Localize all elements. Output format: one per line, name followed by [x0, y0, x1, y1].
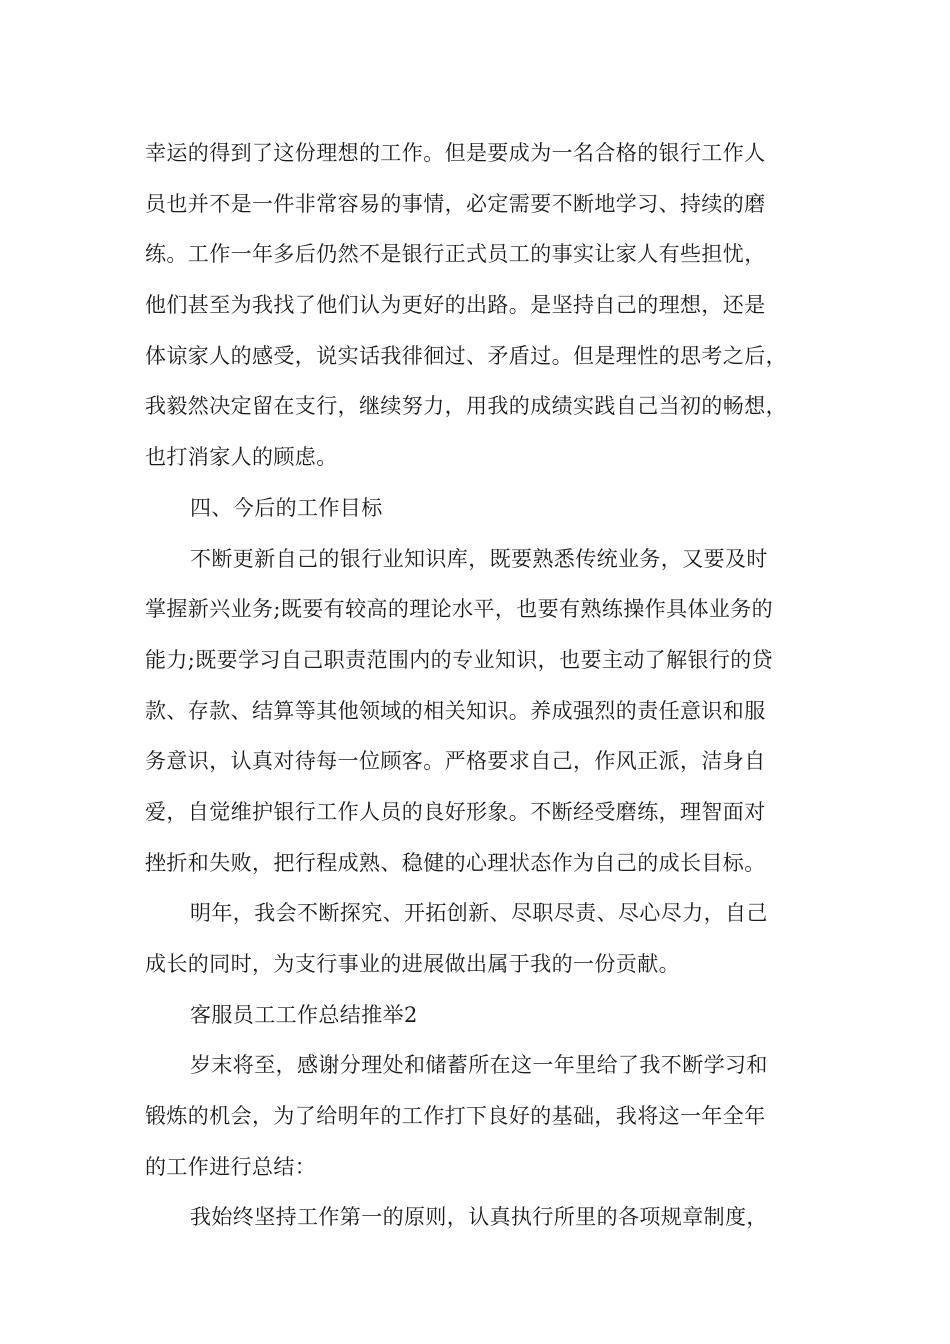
section-heading: 四、今后的工作目标 [190, 495, 383, 520]
text-line: 体谅家人的感受，说实话我徘徊过、矛盾过。但是理性的思考之后， [145, 343, 787, 368]
text-line: 务意识，认真对待每一位顾客。严格要求自己，作风正派，洁身自 [145, 749, 766, 774]
text-line: 锻炼的机会，为了给明年的工作打下良好的基础，我将这一年全年 [145, 1104, 766, 1129]
text-line: 练。工作一年多后仍然不是银行正式员工的事实让家人有些担忧， [145, 242, 766, 267]
text-line: 不断更新自己的银行业知识库，既要熟悉传统业务，又要及时 [190, 546, 768, 571]
text-line: 挫折和失败，把行程成熟、稳健的心理状态作为自己的成长目标。 [145, 850, 766, 875]
text-line: 岁末将至，感谢分理处和储蓄所在这一年里给了我不断学习和 [190, 1053, 768, 1078]
document-body [145, 128, 815, 1243]
text-line: 我始终坚持工作第一的原则，认真执行所里的各项规章制度， [190, 1205, 768, 1230]
text-line: 能力;既要学习自己职责范围内的专业知识，也要主动了解银行的贷 [145, 647, 774, 672]
article-title: 客服员工工作总结推举2 [190, 1002, 418, 1027]
text-line: 他们甚至为我找了他们认为更好的出路。是坚持自己的理想，还是 [145, 293, 766, 318]
text-line: 员也并不是一件非常容易的事情，必定需要不断地学习、持续的磨 [145, 191, 766, 216]
text-line: 款、存款、结算等其他领域的相关知识。养成强烈的责任意识和服 [145, 698, 766, 723]
text-line: 爱，自觉维护银行工作人员的良好形象。不断经受磨练，理智面对 [145, 799, 766, 824]
text-line: 掌握新兴业务;既要有较高的理论水平，也要有熟练操作具体业务的 [145, 597, 774, 622]
text-line: 幸运的得到了这份理想的工作。但是要成为一名合格的银行工作人 [145, 141, 766, 165]
text-line: 也打消家人的顾虑。 [145, 445, 338, 470]
text-line: 我毅然决定留在支行，继续努力，用我的成绩实践自己当初的畅想， [145, 394, 787, 419]
text-line: 明年，我会不断探究、开拓创新、尽职尽责、尽心尽力，自己 [190, 901, 768, 926]
text-line: 成长的同时，为支行事业的进展做出属于我的一份贡献。 [145, 952, 680, 976]
text-line: 的工作进行总结： [145, 1154, 317, 1179]
